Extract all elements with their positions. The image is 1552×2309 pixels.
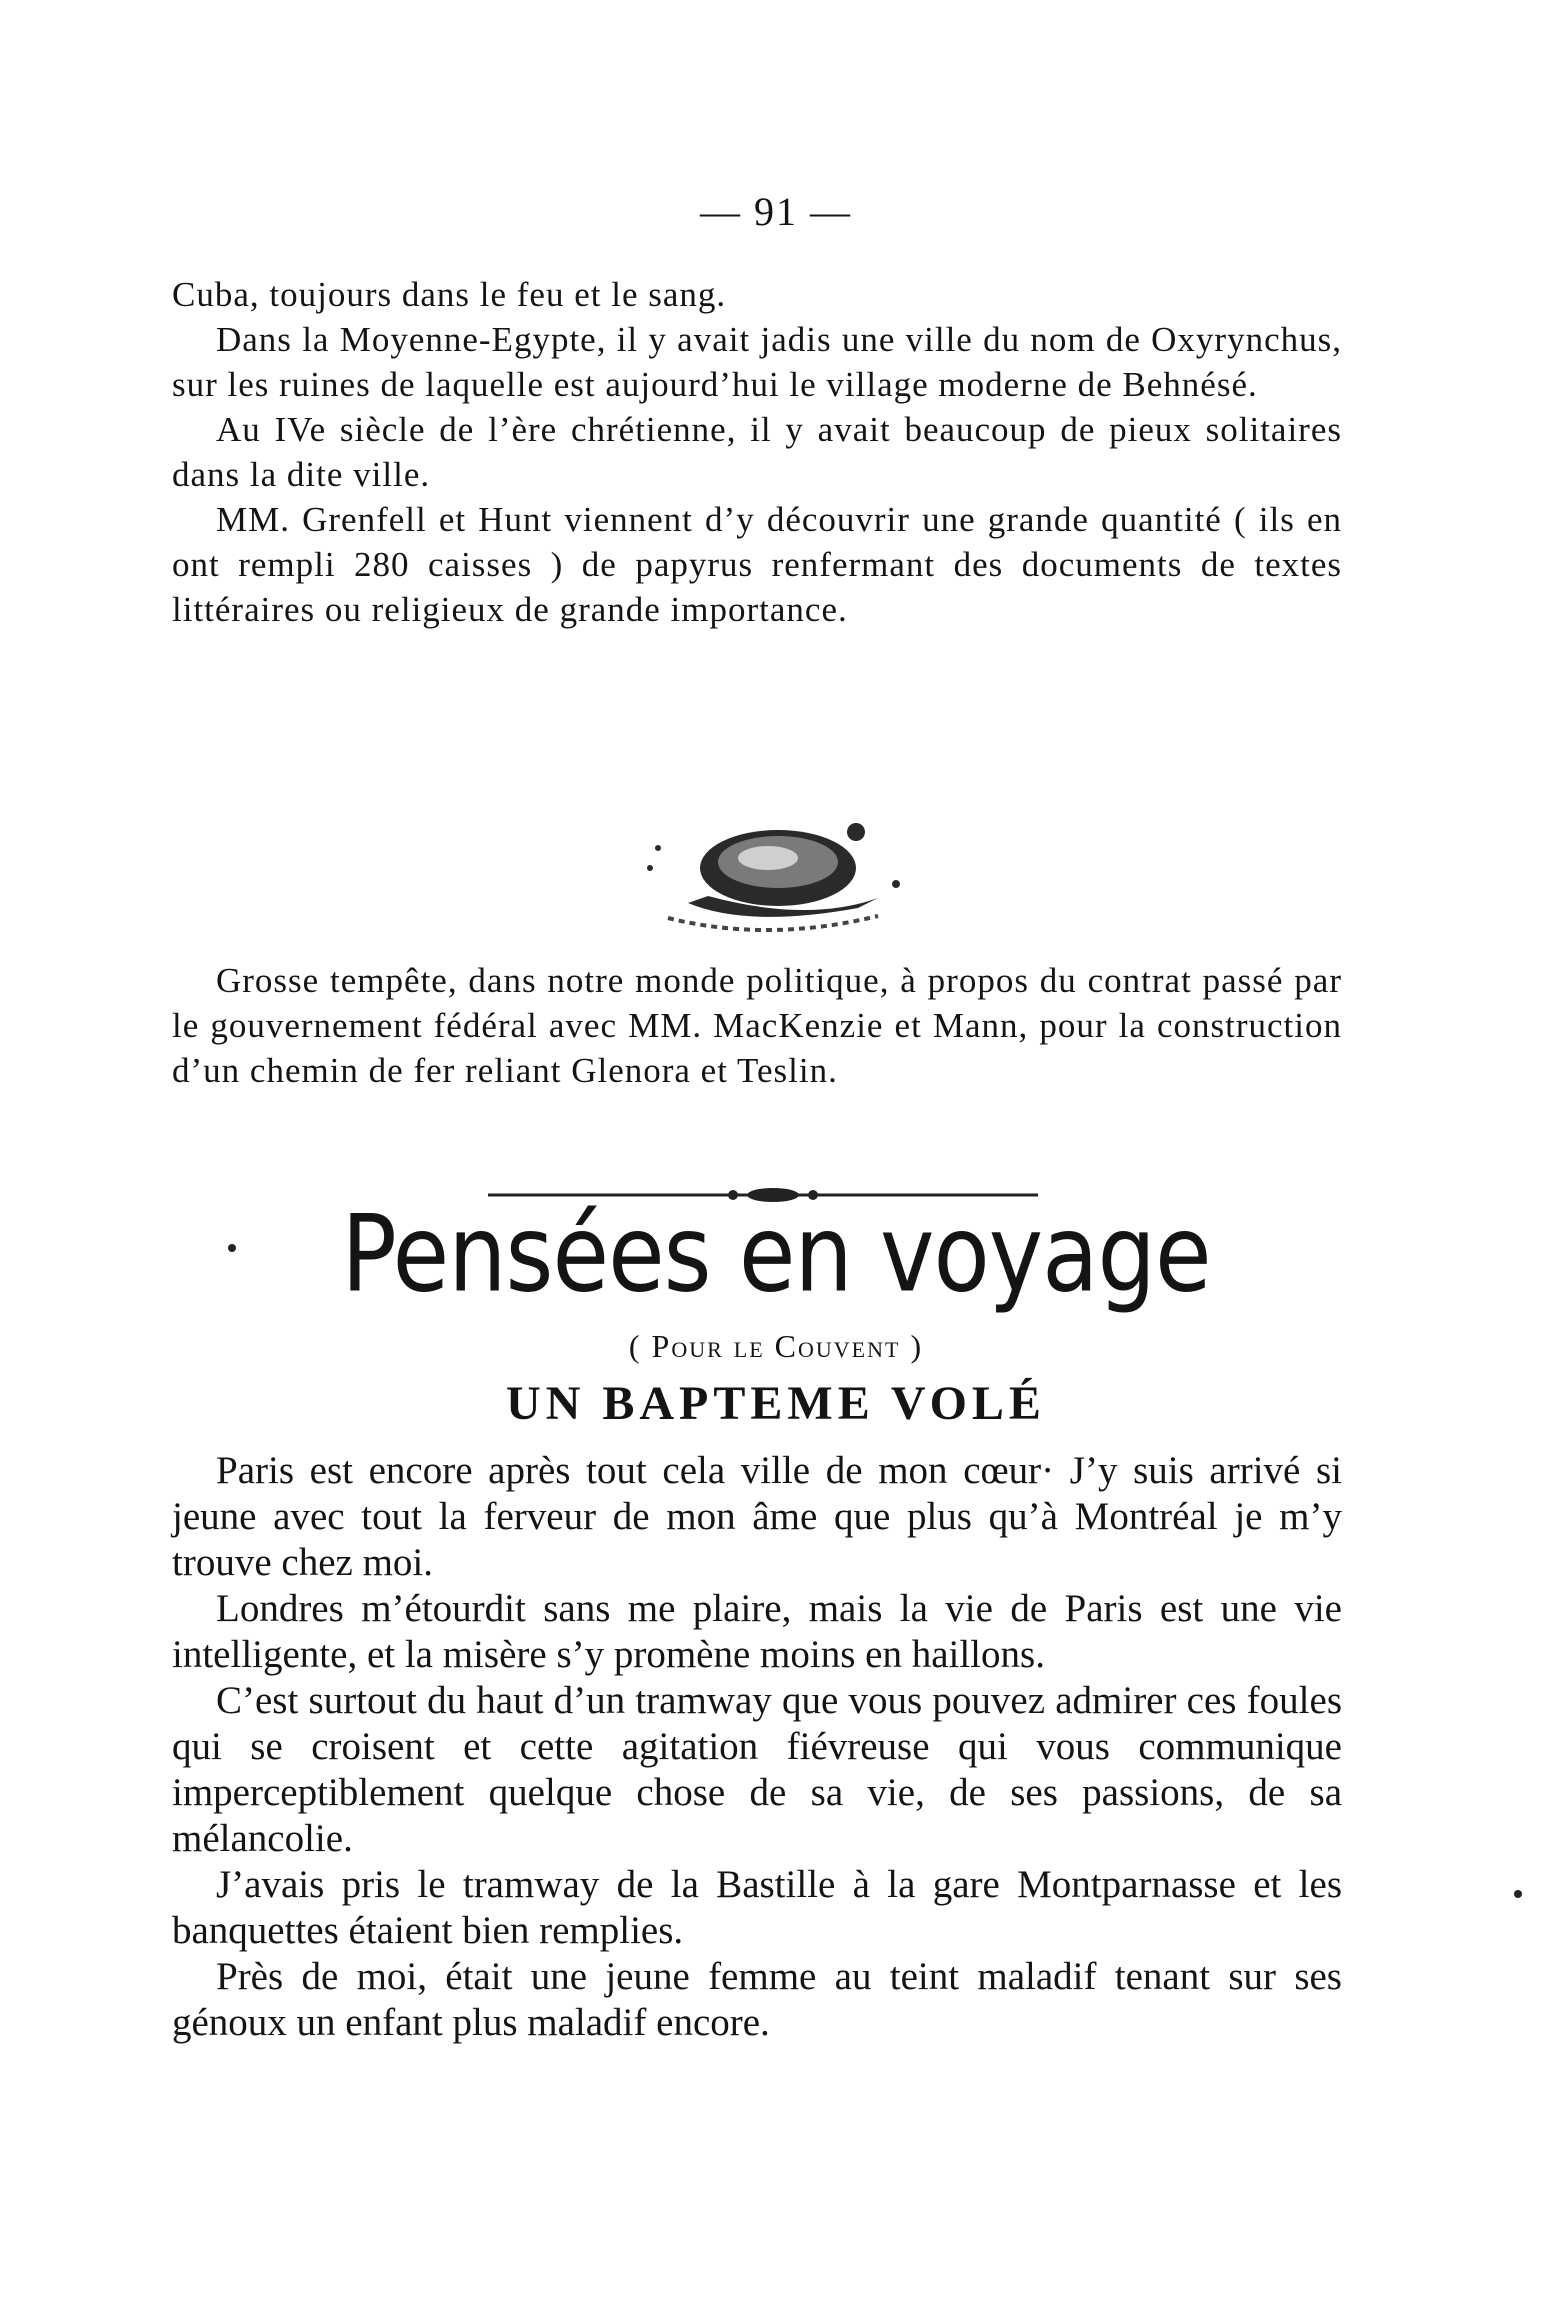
paragraph: MM. Grenfell et Hunt viennent d’y découvrir une grande quantité ( ils en ont rempli 280 caisses ) de papyrus renfermant des documents de textes littéraires ou religieux de grande importance. [172,500,1342,629]
article-subtitle: ( Pour le Couvent ) [628,1328,924,1364]
paragraph: Au IVe siècle de l’ère chrétienne, il y avait beaucoup de pieux solitaires dans la dite ville. [172,410,1342,494]
paragraph: Paris est encore après tout cela ville de mon cœur· J’y suis arrivé si jeune avec tout la ferveur de mon âme que plus qu’à Montréal je m’y trouve chez moi. [172,1449,1342,1584]
article-body [172,1448,1342,2046]
ink-speck [228,1244,236,1252]
paragraph: Près de moi, était une jeune femme au teint maladif tenant sur ses génoux un enfant plus maladif encore. [172,1955,1342,2044]
paragraph: J’avais pris le tramway de la Bastille à la gare Montparnasse et les banquettes étaient bien remplies. [172,1863,1342,1952]
section-news-egypt [172,272,1342,632]
ink-speck [1514,1890,1522,1898]
paragraph: Cuba, toujours dans le feu et le sang. [172,275,727,314]
turtle-ornament [628,798,918,948]
article-title: Pensées en voyage [341,1192,1211,1316]
paragraph: C’est surtout du haut d’un tramway que vous pouvez admirer ces foules qui se croisent et cette agitation fiévreuse qui vous communique imperceptiblement quelque chose de sa vie, de ses passions, de sa mélancolie. [172,1679,1342,1860]
paragraph: Londres m’étourdit sans me plaire, mais la vie de Paris est une vie intelligente, et la misère s’y promène moins en haillons. [172,1587,1342,1676]
paragraph: Grosse tempête, dans notre monde politique, à propos du contrat passé par le gouvernement fédéral avec MM. MacKenzie et Mann, pour la construction d’un chemin de fer reliant Glenora et Teslin. [172,961,1342,1090]
page-number: — 91 — [700,189,852,234]
paragraph: Dans la Moyenne-Egypte, il y avait jadis une ville du nom de Oxyrynchus, sur les ruines de laquelle est aujourd’hui le village moderne de Behnésé. [172,320,1342,404]
section-politics [172,958,1342,1093]
article-heading: UN BAPTEME VOLÉ [506,1377,1046,1430]
